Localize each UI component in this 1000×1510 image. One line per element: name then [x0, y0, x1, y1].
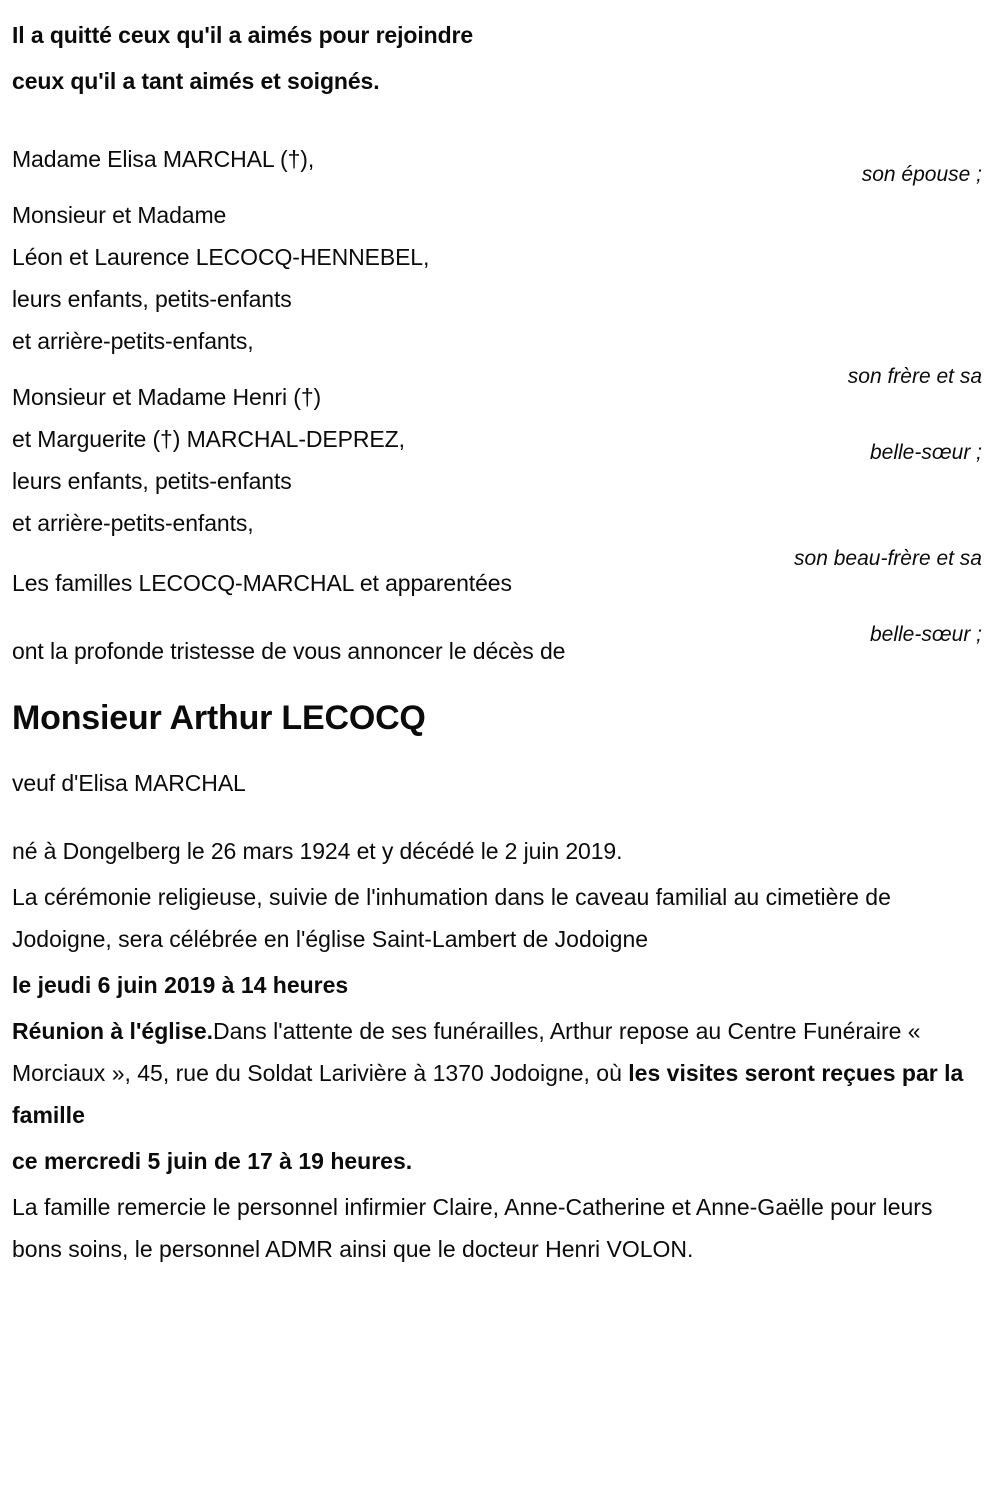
family-entry-spouse — [12, 138, 990, 186]
repose-paragraph — [12, 1010, 972, 1136]
bil-name-line-3: leurs enfants, petits-enfants — [12, 468, 292, 494]
widower-of: veuf d'Elisa MARCHAL — [12, 770, 246, 796]
bil-name-line-4: et arrière-petits-enfants, — [12, 510, 254, 536]
epigraph — [12, 0, 990, 104]
brother-relation-line-1: son frère et sa — [847, 365, 982, 388]
visits-bold: les visites seront reçues par la famille — [12, 1060, 964, 1128]
spacer — [12, 742, 990, 762]
ceremony-description: La cérémonie religieuse, suivie de l'inhumation dans le caveau familial au cimetière de Jodoigne, sera célébrée en l'église Saint-Lambert de Jodoigne — [12, 884, 891, 952]
visits-time: ce mercredi 5 juin de 17 à 19 heures. — [12, 1148, 413, 1174]
families-line: Les familles LECOCQ-MARCHAL et apparentées — [12, 570, 512, 596]
repose-text: Dans l'attente de ses funérailles, Arthur repose au Centre Funéraire « Morciaux », 45, rue du Soldat Larivière à 1370 Jodoigne, où — [12, 1018, 921, 1086]
deceased-name: Monsieur Arthur LECOCQ — [12, 699, 426, 737]
birth-death-line: né à Dongelberg le 26 mars 1924 et y décédé le 2 juin 2019. — [12, 838, 623, 864]
epigraph-line-1: Il a quitté ceux qu'il a aimés pour rejoindre — [12, 22, 474, 48]
brother-name-line-4: et arrière-petits-enfants, — [12, 328, 254, 354]
brother-relation-line-2: belle-sœur ; — [869, 441, 982, 464]
meeting-bold: Réunion à l'église. — [12, 1018, 214, 1044]
epigraph-line-2: ceux qu'il a tant aimés et soignés. — [12, 68, 380, 94]
spacer — [12, 104, 990, 138]
spacer — [12, 362, 990, 376]
bil-relation-line-2: belle-sœur ; — [869, 623, 982, 646]
brother-name-line-3: leurs enfants, petits-enfants — [12, 286, 292, 312]
bil-relation — [794, 502, 982, 692]
spacer — [12, 180, 990, 194]
bil-relation-line-1: son beau-frère et sa — [794, 547, 982, 570]
bil-name-line-1: Monsieur et Madame Henri (†) — [12, 384, 322, 410]
spouse-names: Madame Elisa MARCHAL (†), — [12, 146, 315, 172]
bil-name-line-2: et Marguerite (†) MARCHAL-DEPREZ, — [12, 426, 405, 452]
brother-name-line-1: Monsieur et Madame — [12, 202, 227, 228]
brother-name-line-2: Léon et Laurence LECOCQ-HENNEBEL, — [12, 244, 430, 270]
acknowledgements: La famille remercie le personnel infirmier Claire, Anne-Catherine et Anne-Gaëlle pour leurs bons soins, le personnel ADMR ainsi que le docteur Henri VOLON. — [12, 1194, 933, 1262]
announcement-intro: ont la profonde tristesse de vous annoncer le décès de — [12, 638, 566, 664]
spouse-relation: son épouse ; — [861, 163, 982, 186]
spacer — [12, 804, 990, 830]
ceremony-datetime: le jeudi 6 juin 2019 à 14 heures — [12, 972, 349, 998]
